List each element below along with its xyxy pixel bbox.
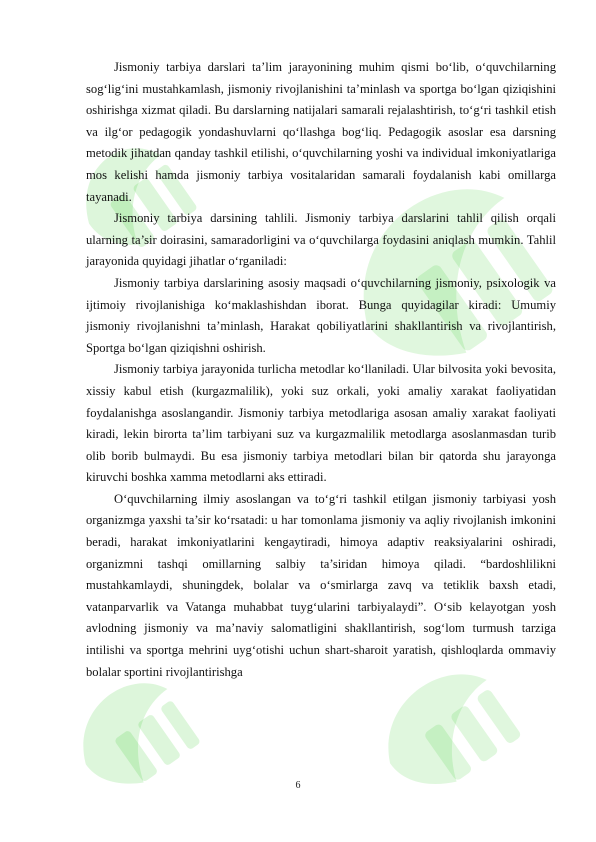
paragraph-1: Jismoniy tarbiya darslari ta’lim jarayonining muhim qismi bo‘lib, o‘quvchilarning sog‘lig‘ini mustahkamlash, jismoniy rivojlanishini ta’minlash va sportga bo‘lgan qiziqishini oshirishga xizmat qiladi. Bu darslarning natijalari samarali rejalashtirish, to‘g‘ri tashkil etish va ilg‘or pedagogik yondashuvlarni qo‘llashga bog‘liq. Pedagogik asoslar esa darsning metodik jihatdan qanday tashkil etilishi, o‘quvchilarning yoshi va individual imkoniyatlariga mos kelishi hamda jismoniy tarbiya vositalaridan samarali foydalanish kabi omillarga tayanadi. [86,60,556,204]
paragraph-3: Jismoniy tarbiya darslarining asosiy maqsadi o‘quvchilarning jismoniy, psixologik va ijtimoiy rivojlanishiga ko‘maklashishdan iborat. Bunga quyidagilar kiradi: Umumiy jismoniy rivojlanishni ta’minlash, Harakat qobiliyatlarini shakllantirish va rivojlantirish, Sportga bo‘lgan qiziqishni oshirish. [86,275,556,355]
paragraph-4: Jismoniy tarbiya jarayonida turlicha metodlar ko‘llaniladi. Ular bilvosita yoki bevosita, xissiy kabul etish (kurgazmalilik), yoki suz orkali, yoki amaliy xarakat faoliyatidan foydalanishga asoslangandir. Jismoniy tarbiya metodlariga asosan amaliy xarakat faoliyati kiradi, lekin birorta ta’lim tarbiyani suz va kurgazmalilik metodlarga asoslanmasdan turib olib borib bulmaydi. Bu esa jismoniy tarbiya metodlari bilan bir qatorda shu jarayonga kiruvchi boshka xamma metodlarni aks ettiradi. [86,362,556,485]
paragraph-2: Jismoniy tarbiya darsining tahlili. Jismoniy tarbiya darslarini tahlil qilish orqali ularning ta’sir doirasini, samaradorligini va o‘quvchilarga foydasini aniqlash mumkin. Tahlil jarayonida quyidagi jihatlar o‘rganiladi: [86,211,556,269]
paragraph-5: O‘quvchilarning ilmiy asoslangan va to‘g‘ri tashkil etilgan jismoniy tarbiyasi yosh organizmga yaxshi ta’sir ko‘rsatadi: u har tomonlama jismoniy va aqliy rivojlanish imkonini beradi, harakat imkoniyatlarini kengaytiradi, himoya adaptiv reaksiyalarini oshiradi, organizmni tashqi omillarning salbiy ta’siridan himoya qiladi. “bardoshlilikni mustahkamlaydi, shuningdek, bolalar va o‘smirlarga zavq va tetiklik baxsh etadi, vatanparvarlik va Vatanga muhabbat tuyg‘ularini tarbiyalaydi”. O‘sib kelayotgan yosh avlodning jismoniy va ma’naviy salomatligini shakllantirish, sog‘lom turmush tarziga intilishi va sportga mehrini uyg‘otishi uchun shart-sharoit yaratish, qishloqlarda ommaviy bolalar sportini rivojlantirishga [86,491,556,679]
body-text [86,57,556,683]
page-number: 6 [295,780,301,791]
